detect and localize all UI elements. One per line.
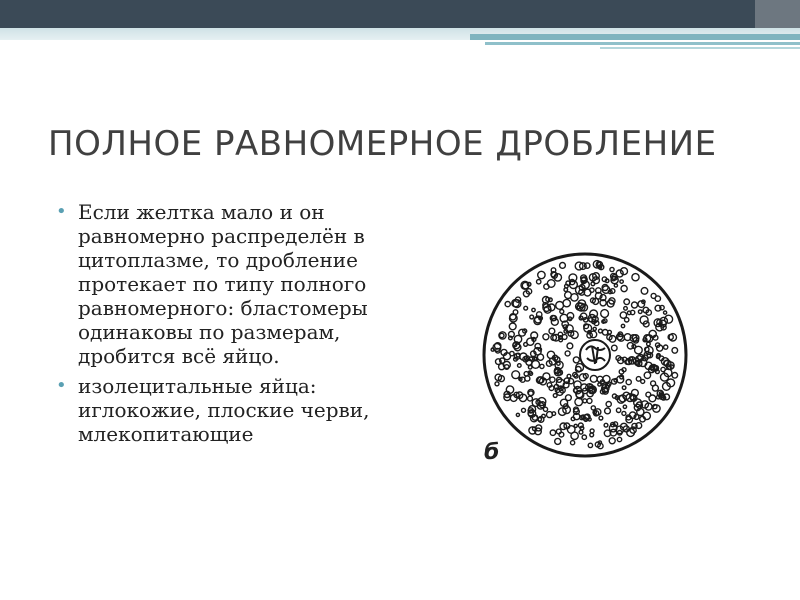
bullet-text: Если желтка мало и он равномерно распределён в цитоплазме, то дробление протекает по типу полного равномерного: бластомеры одинаковы по размерам, дробится всё яйцо. bbox=[78, 200, 368, 368]
banner-stripe bbox=[600, 47, 800, 49]
bullet-item bbox=[56, 200, 436, 368]
top-banner bbox=[0, 0, 800, 28]
slide-body bbox=[56, 200, 436, 452]
nucleus bbox=[580, 340, 610, 370]
bullet-icon: • bbox=[56, 375, 67, 396]
banner-stripe bbox=[485, 42, 800, 45]
figure-label: б bbox=[484, 440, 500, 465]
banner-accent bbox=[755, 0, 800, 28]
slide-title: ПОЛНОЕ РАВНОМЕРНОЕ ДРОБЛЕНИЕ bbox=[48, 124, 717, 164]
bullet-icon: • bbox=[56, 201, 67, 222]
banner-stripe bbox=[470, 34, 800, 40]
bullet-item bbox=[56, 374, 436, 446]
bullet-text: изолецитальные яйца: иглокожие, плоские черви, млекопитающие bbox=[78, 374, 370, 446]
egg-cell-illustration bbox=[480, 250, 690, 460]
